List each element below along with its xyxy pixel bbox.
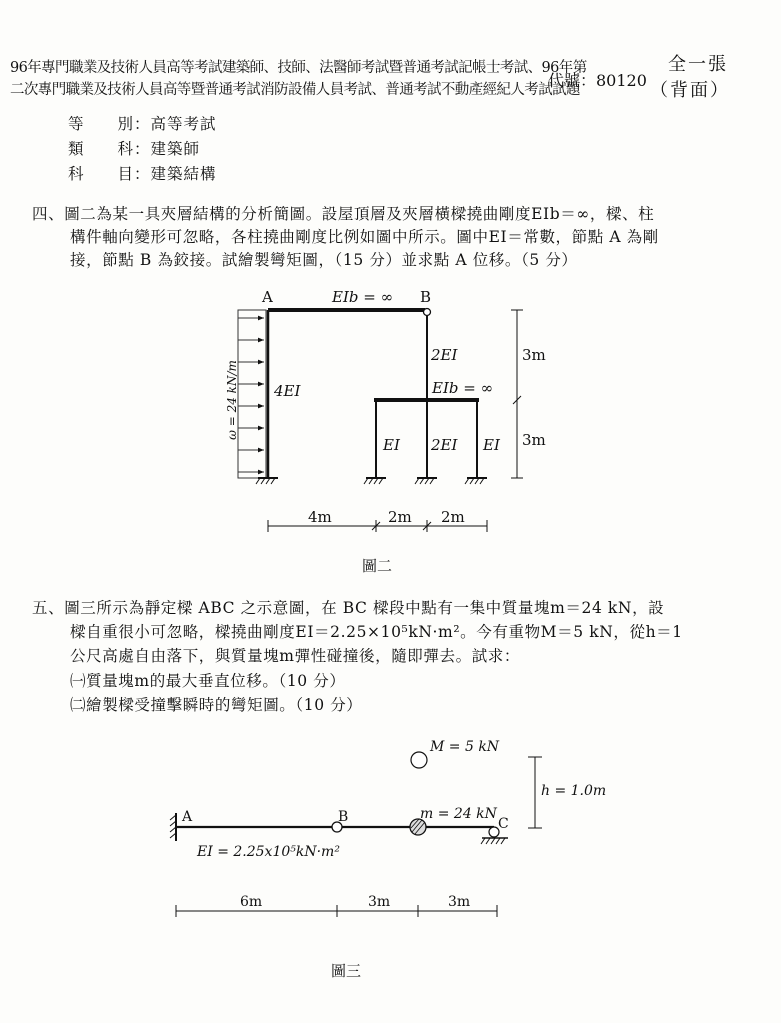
category-level: [68, 112, 217, 134]
stiffness-label: EI = 2.25x10⁵kN·m²: [197, 844, 340, 860]
span2-label: 3m: [368, 894, 391, 910]
category-level-value: 高等考試: [150, 115, 217, 133]
fixed-supports: [256, 478, 487, 484]
q4-line2: 構件軸向變形可忽略，各柱撓曲剛度比例如圖中所示。圖中EI＝常數，節點 A 為剛: [70, 228, 659, 246]
exam-code: 代號：80120: [548, 71, 647, 90]
category-level-label: 等 別：: [68, 115, 151, 133]
col-mid-left-label: EI: [383, 436, 400, 454]
category-field: [68, 137, 200, 159]
category-field-value: 建築師: [150, 140, 201, 158]
hinge-b: [424, 309, 431, 316]
q5-line2: 樑自重很小可忽略，樑撓曲剛度EI＝2.25×10⁵kN·m²。今有重物M＝5 kN，從h＝1: [70, 623, 683, 641]
sheet-count: 全一張: [668, 54, 728, 75]
category-field-label: 類 科：: [68, 140, 151, 158]
drop-height-label: h = 1.0m: [541, 783, 607, 799]
q4-line3: 接，節點 B 為鉸接。試繪製彎矩圖，（15 分）並求點 A 位移。（5 分）: [70, 251, 578, 269]
roller-ground: [481, 838, 508, 844]
q5-line3: 公尺高處自由落下，與質量塊m彈性碰撞後，隨即彈去。試求：: [70, 647, 520, 665]
figure-3-beam-diagram: [0, 725, 781, 935]
node-a-label: A: [262, 288, 273, 306]
distributed-load-box: [238, 310, 266, 478]
figure-2-caption: 圖二: [362, 557, 393, 575]
figure-2-frame-diagram: [0, 280, 781, 590]
span3-label: 3m: [448, 894, 471, 910]
distributed-load-arrows: [238, 318, 264, 472]
node-b-label: B: [420, 288, 432, 306]
col-mid-center-label: 2EI: [431, 436, 458, 454]
q5-sub2: ㈡繪製樑受撞擊瞬時的彎矩圖。（10 分）: [70, 696, 363, 714]
span1-label: 6m: [240, 894, 263, 910]
col-left-label: 4EI: [274, 382, 301, 400]
span2-label: 2m: [388, 508, 412, 526]
q4-line1: 四、圖二為某一具夾層結構的分析簡圖。設屋頂層及夾層橫樑撓曲剛度EIb＝∞，樑、柱: [32, 205, 655, 223]
q5-line1: 五、圖三所示為靜定樑 ABC 之示意圖，在 BC 樑段中點有一集中質量塊m＝24 kN，設: [32, 599, 665, 617]
span3-label: 2m: [441, 508, 465, 526]
drop-height-dimension: [528, 757, 542, 828]
exam-header-line2: 二次專門職業及技術人員高等暨普通考試消防設備人員考試、普通考試不動產經紀人考試試題: [10, 82, 580, 98]
fixed-support-a: [170, 813, 176, 841]
node-c-label: C: [498, 816, 509, 832]
exam-header-line1: 96年專門職業及技術人員高等考試建築師、技師、法醫師考試暨普通考試記帳士考試、96年第: [10, 60, 587, 76]
falling-weight: [411, 752, 427, 768]
sheet-side: （背面）: [650, 80, 730, 101]
category-subject-label: 科 目：: [68, 165, 151, 183]
mezz-beam-label: EIb = ∞: [432, 379, 494, 397]
col-mid-right-label: EI: [483, 436, 500, 454]
load-label: ω = 24 kN/m: [225, 360, 239, 440]
weight-label: M = 5 kN: [430, 739, 500, 755]
roof-beam-label: EIb = ∞: [332, 288, 394, 306]
height-dimension: [511, 310, 523, 478]
height-lower-label: 3m: [522, 431, 546, 449]
figure-3-caption: 圖三: [331, 962, 362, 980]
category-subject: [68, 162, 217, 184]
category-subject-value: 建築結構: [150, 165, 217, 183]
mass-label: m = 24 kN: [420, 806, 497, 822]
height-upper-label: 3m: [522, 346, 546, 364]
node-b-label: B: [338, 809, 349, 825]
span1-label: 4m: [308, 508, 332, 526]
col-upper-label: 2EI: [431, 346, 458, 364]
q5-sub1: ㈠質量塊m的最大垂直位移。（10 分）: [70, 672, 346, 690]
node-a-label: A: [182, 809, 193, 825]
